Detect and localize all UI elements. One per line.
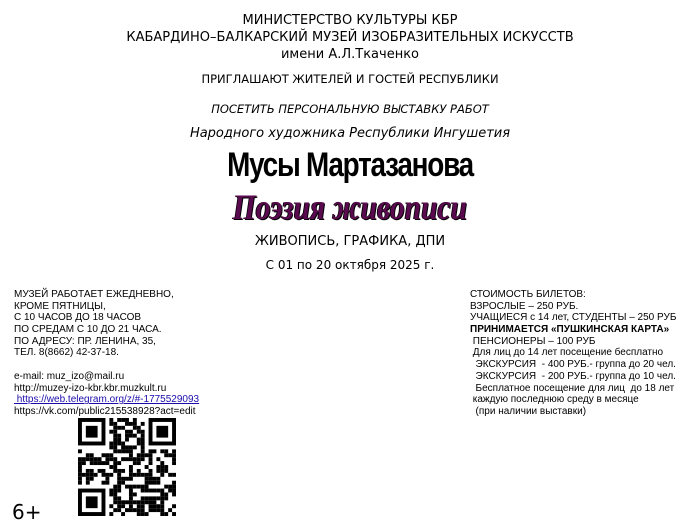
qr-module	[168, 453, 172, 457]
qr-module	[160, 508, 164, 512]
qr-module	[125, 445, 129, 449]
qr-module	[105, 453, 109, 457]
qr-module	[109, 473, 113, 477]
qr-module	[164, 453, 168, 457]
qr-module	[137, 438, 141, 442]
qr-module	[98, 469, 102, 473]
qr-module	[168, 489, 172, 493]
qr-module	[113, 434, 117, 438]
qr-module	[78, 461, 82, 465]
qr-module	[164, 469, 168, 473]
qr-module	[160, 449, 164, 453]
qr-module	[149, 461, 153, 465]
qr-module	[137, 485, 141, 489]
qr-module	[141, 453, 145, 457]
ticket-prices-block	[470, 289, 676, 418]
qr-module	[172, 485, 176, 489]
qr-module	[172, 512, 176, 516]
price-line: ЭКСКУРСИЯ - 400 РУБ.- группа до 20 чел.	[470, 359, 676, 371]
qr-module	[113, 492, 117, 496]
qr-module	[141, 445, 145, 449]
qr-module	[168, 485, 172, 489]
qr-module	[125, 449, 129, 453]
qr-module	[117, 449, 121, 453]
qr-module	[117, 504, 121, 508]
price-line: ЭКСКУРСИЯ - 200 РУБ.- группа до 10 чел.	[470, 370, 676, 382]
qr-module	[82, 461, 86, 465]
qr-module	[156, 508, 160, 512]
qr-module	[125, 430, 129, 434]
qr-module	[141, 473, 145, 477]
museum-dedication: имени А.Л.Ткаченко	[280, 47, 419, 62]
qr-module	[102, 461, 106, 465]
qr-module	[78, 481, 82, 485]
price-line: Бесплатное посещение для лиц до 18 лет	[470, 382, 675, 394]
qr-module	[125, 418, 129, 422]
artist-name: Мусы Мартазанова	[227, 146, 473, 184]
qr-module	[149, 477, 153, 481]
website-link[interactable]: http://muzey-izo-kbr.kbr.muzkult.ru	[14, 382, 167, 394]
vk-link[interactable]: https://vk.com/public215538928?act=edit	[14, 405, 196, 417]
qr-module	[141, 508, 145, 512]
qr-module	[121, 477, 125, 481]
qr-module	[149, 457, 153, 461]
qr-module	[113, 445, 117, 449]
qr-module	[105, 457, 109, 461]
qr-module	[113, 485, 117, 489]
qr-module	[133, 508, 137, 512]
qr-module	[129, 449, 133, 453]
qr-module	[141, 434, 145, 438]
qr-module	[121, 500, 125, 504]
qr-module	[152, 496, 156, 500]
qr-module	[117, 481, 121, 485]
qr-module	[160, 461, 164, 465]
qr-module	[133, 500, 137, 504]
qr-module	[113, 457, 117, 461]
qr-module	[160, 465, 164, 469]
qr-module	[149, 508, 153, 512]
qr-module	[156, 469, 160, 473]
age-rating: 6+	[12, 500, 42, 524]
email[interactable]: e-mail: muz_izo@mail.ru	[14, 370, 125, 382]
qr-module	[117, 500, 121, 504]
qr-module	[129, 489, 133, 493]
qr-module	[149, 453, 153, 457]
qr-module	[113, 449, 117, 453]
qr-module	[137, 453, 141, 457]
qr-module	[156, 457, 160, 461]
qr-module	[137, 461, 141, 465]
qr-module	[78, 465, 82, 469]
qr-module	[156, 481, 160, 485]
qr-module	[129, 477, 133, 481]
qr-module	[145, 481, 149, 485]
qr-module	[102, 473, 106, 477]
qr-module	[133, 457, 137, 461]
qr-module	[86, 477, 90, 481]
qr-module	[121, 449, 125, 453]
qr-module	[129, 457, 133, 461]
qr-module	[109, 492, 113, 496]
qr-module	[164, 496, 168, 500]
qr-module	[129, 496, 133, 500]
qr-module	[137, 512, 141, 516]
qr-finder	[156, 426, 168, 438]
qr-module	[117, 442, 121, 446]
genres: ЖИВОПИСЬ, ГРАФИКА, ДПИ	[254, 234, 446, 249]
qr-module	[129, 504, 133, 508]
qr-module	[156, 477, 160, 481]
invite-line: ПРИГЛАШАЮТ ЖИТЕЛЕЙ И ГОСТЕЙ РЕСПУБЛИКИ	[201, 72, 499, 86]
qr-module	[82, 473, 86, 477]
price-line: УЧАЩИЕСЯ с 14 лет, СТУДЕНТЫ – 250 РУБ	[470, 312, 677, 324]
qr-module	[152, 508, 156, 512]
price-line: СТОИМОСТЬ БИЛЕТОВ:	[470, 289, 586, 300]
qr-finder	[86, 426, 98, 438]
qr-module	[149, 504, 153, 508]
qr-module	[168, 508, 172, 512]
qr-module	[156, 504, 160, 508]
qr-module	[113, 496, 117, 500]
qr-module	[82, 457, 86, 461]
qr-code[interactable]	[78, 418, 176, 516]
qr-module	[129, 473, 133, 477]
price-line: (при наличии выставки)	[470, 405, 587, 417]
qr-module	[152, 489, 156, 493]
qr-module	[141, 449, 145, 453]
qr-module	[145, 453, 149, 457]
qr-module	[141, 422, 145, 426]
qr-module	[90, 477, 94, 481]
telegram-link[interactable]: https://web.telegram.org/z/#-1775529093	[14, 394, 200, 406]
qr-module	[164, 465, 168, 469]
qr-module	[156, 496, 160, 500]
qr-module	[117, 469, 121, 473]
qr-module	[129, 500, 133, 504]
qr-module	[98, 457, 102, 461]
qr-module	[137, 469, 141, 473]
qr-module	[168, 473, 172, 477]
qr-module	[145, 489, 149, 493]
qr-module	[129, 430, 133, 434]
qr-module	[109, 465, 113, 469]
price-line: ПРИНИМАЕТСЯ «ПУШКИНСКАЯ КАРТА»	[470, 324, 670, 336]
qr-finder	[86, 496, 98, 508]
qr-module	[141, 496, 145, 500]
qr-module	[133, 485, 137, 489]
qr-module	[121, 445, 125, 449]
qr-module	[152, 481, 156, 485]
qr-module	[113, 469, 117, 473]
qr-module	[152, 500, 156, 504]
qr-module	[121, 512, 125, 516]
qr-module	[78, 449, 82, 453]
qr-module	[172, 457, 176, 461]
museum-name: КАБАРДИНО–БАЛКАРСКИЙ МУЗЕЙ ИЗОБРАЗИТЕЛЬНЫХ ИСКУССТВ	[126, 30, 574, 45]
qr-module	[141, 512, 145, 516]
qr-module	[94, 457, 98, 461]
qr-module	[113, 422, 117, 426]
qr-module	[172, 453, 176, 457]
qr-module	[102, 481, 106, 485]
qr-module	[133, 418, 137, 422]
qr-module	[141, 500, 145, 504]
qr-module	[86, 457, 90, 461]
qr-module	[141, 438, 145, 442]
qr-module	[152, 449, 156, 453]
qr-module	[137, 430, 141, 434]
qr-module	[141, 442, 145, 446]
qr-module	[164, 492, 168, 496]
qr-module	[145, 496, 149, 500]
qr-module	[129, 453, 133, 457]
qr-module	[117, 418, 121, 422]
qr-module	[109, 418, 113, 422]
ministry-line: МИНИСТЕРСТВО КУЛЬТУРЫ КБР	[242, 13, 458, 28]
qr-module	[109, 457, 113, 461]
qr-module	[152, 477, 156, 481]
qr-module	[105, 477, 109, 481]
qr-module	[113, 500, 117, 504]
qr-module	[145, 485, 149, 489]
qr-module	[129, 469, 133, 473]
qr-module	[129, 445, 133, 449]
qr-module	[117, 461, 121, 465]
qr-module	[102, 469, 106, 473]
qr-module	[160, 473, 164, 477]
qr-module	[145, 473, 149, 477]
qr-module	[78, 477, 82, 481]
qr-module	[172, 473, 176, 477]
qr-module	[121, 469, 125, 473]
qr-module	[133, 445, 137, 449]
qr-module	[86, 473, 90, 477]
price-line: каждую последнюю среду в месяце	[470, 394, 639, 406]
qr-module	[125, 485, 129, 489]
qr-module	[90, 473, 94, 477]
qr-module	[149, 500, 153, 504]
opening-hours-block	[14, 289, 199, 418]
qr-module	[90, 469, 94, 473]
info-line: ТЕЛ. 8(8662) 42-37-18.	[14, 347, 119, 359]
qr-module	[172, 489, 176, 493]
qr-module	[129, 492, 133, 496]
qr-module	[164, 485, 168, 489]
qr-module	[129, 434, 133, 438]
qr-module	[121, 504, 125, 508]
qr-module	[90, 461, 94, 465]
info-line: ПО АДРЕСУ: ПР. ЛЕНИНА, 35,	[14, 335, 156, 347]
visit-line: ПОСЕТИТЬ ПЕРСОНАЛЬНУЮ ВЫСТАВКУ РАБОТ	[211, 102, 489, 116]
price-line: ВЗРОСЛЫЕ – 250 РУБ.	[470, 300, 579, 312]
qr-module	[160, 500, 164, 504]
qr-module	[141, 430, 145, 434]
qr-module	[160, 489, 164, 493]
qr-module	[121, 418, 125, 422]
qr-module	[78, 473, 82, 477]
qr-module	[117, 438, 121, 442]
qr-module	[149, 489, 153, 493]
qr-module	[133, 492, 137, 496]
qr-module	[129, 465, 133, 469]
qr-module	[86, 469, 90, 473]
qr-module	[94, 461, 98, 465]
info-line: КРОМЕ ПЯТНИЦЫ,	[14, 300, 106, 312]
qr-module	[113, 508, 117, 512]
qr-module	[109, 442, 113, 446]
spacer	[14, 359, 199, 371]
qr-module	[129, 485, 133, 489]
qr-module	[164, 449, 168, 453]
qr-module	[78, 469, 82, 473]
qr-module	[117, 477, 121, 481]
qr-module	[113, 465, 117, 469]
qr-module	[149, 481, 153, 485]
qr-module	[172, 461, 176, 465]
qr-module	[172, 481, 176, 485]
qr-module	[94, 473, 98, 477]
qr-module	[137, 473, 141, 477]
qr-module	[160, 469, 164, 473]
qr-module	[125, 508, 129, 512]
qr-module	[78, 457, 82, 461]
qr-module	[129, 508, 133, 512]
info-line: С 10 ЧАСОВ ДО 18 ЧАСОВ	[14, 312, 142, 324]
qr-module	[125, 422, 129, 426]
qr-module	[90, 453, 94, 457]
info-line: ПО СРЕДАМ С 10 ДО 21 ЧАСА.	[14, 324, 162, 336]
qr-module	[117, 489, 121, 493]
qr-module	[145, 500, 149, 504]
qr-module	[121, 442, 125, 446]
qr-module	[105, 473, 109, 477]
qr-module	[133, 426, 137, 430]
qr-module	[109, 489, 113, 493]
qr-module	[117, 508, 121, 512]
qr-module	[145, 465, 149, 469]
qr-module	[113, 426, 117, 430]
qr-module	[129, 422, 133, 426]
qr-module	[121, 426, 125, 430]
qr-module	[160, 512, 164, 516]
qr-module	[156, 489, 160, 493]
artist-title: Народного художника Республики Ингушетия	[189, 126, 511, 141]
qr-module	[133, 461, 137, 465]
qr-module	[125, 434, 129, 438]
qr-module	[149, 473, 153, 477]
qr-module	[102, 453, 106, 457]
price-line: ПЕНСИОНЕРЫ – 100 РУБ	[470, 335, 596, 347]
qr-module	[152, 504, 156, 508]
qr-module	[113, 461, 117, 465]
price-line: Для лиц до 14 лет посещение бесплатно	[470, 347, 664, 359]
qr-module	[121, 457, 125, 461]
qr-module	[109, 453, 113, 457]
qr-module	[145, 512, 149, 516]
info-line: МУЗЕЙ РАБОТАЕТ ЕЖЕДНЕВНО,	[14, 289, 174, 300]
qr-module	[141, 485, 145, 489]
qr-module	[137, 457, 141, 461]
qr-module	[117, 485, 121, 489]
qr-module	[109, 504, 113, 508]
qr-module	[90, 457, 94, 461]
qr-module	[137, 508, 141, 512]
qr-module	[133, 473, 137, 477]
qr-module	[141, 489, 145, 493]
qr-module	[172, 492, 176, 496]
qr-module	[156, 465, 160, 469]
qr-module	[125, 477, 129, 481]
qr-module	[113, 430, 117, 434]
qr-module	[141, 504, 145, 508]
qr-module	[125, 500, 129, 504]
qr-module	[113, 438, 117, 442]
qr-module	[125, 457, 129, 461]
qr-module	[137, 426, 141, 430]
qr-module	[137, 500, 141, 504]
qr-module	[117, 434, 121, 438]
qr-module	[149, 449, 153, 453]
qr-module	[117, 426, 121, 430]
qr-module	[133, 434, 137, 438]
qr-module	[113, 489, 117, 493]
qr-module	[105, 481, 109, 485]
qr-module	[133, 422, 137, 426]
qr-module	[160, 492, 164, 496]
qr-module	[145, 477, 149, 481]
qr-module	[149, 469, 153, 473]
qr-module	[117, 496, 121, 500]
qr-module	[109, 430, 113, 434]
qr-module	[164, 512, 168, 516]
qr-module	[141, 457, 145, 461]
qr-module	[121, 481, 125, 485]
qr-module	[109, 512, 113, 516]
qr-module	[117, 473, 121, 477]
qr-module	[98, 461, 102, 465]
qr-module	[172, 449, 176, 453]
qr-module	[137, 442, 141, 446]
qr-module	[86, 453, 90, 457]
qr-module	[113, 442, 117, 446]
qr-module	[109, 422, 113, 426]
exhibition-title: Поэзия живописи	[232, 187, 468, 227]
qr-module	[125, 438, 129, 442]
qr-module	[137, 504, 141, 508]
qr-module	[149, 496, 153, 500]
qr-module	[160, 504, 164, 508]
qr-module	[172, 504, 176, 508]
exhibition-dates: С 01 по 20 октября 2025 г.	[265, 258, 435, 272]
qr-module	[105, 461, 109, 465]
qr-module	[160, 496, 164, 500]
qr-module	[109, 445, 113, 449]
qr-module	[86, 481, 90, 485]
